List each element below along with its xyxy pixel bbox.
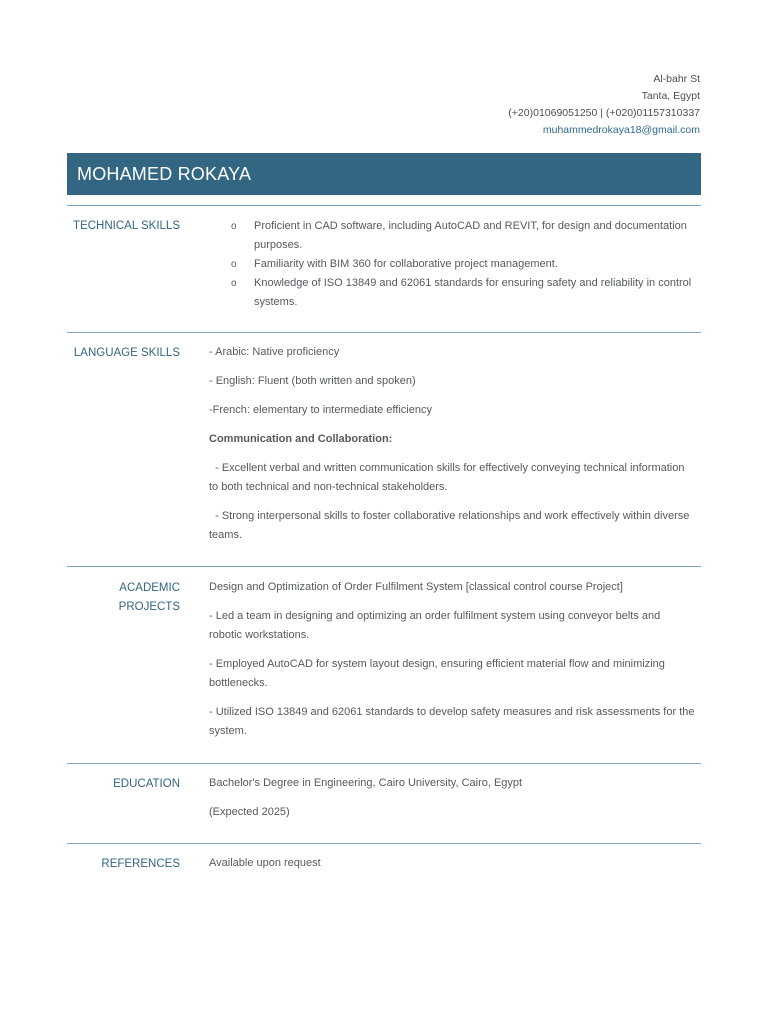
list-item: o Familiarity with BIM 360 for collaborative project management. — [209, 255, 695, 274]
candidate-name: MOHAMED ROKAYA — [77, 164, 252, 184]
references-body — [209, 854, 695, 883]
section-references — [67, 843, 701, 904]
list-item: o Proficient in CAD software, including AutoCAD and REVIT, for design and documentation purposes. — [209, 217, 695, 255]
education-degree: Bachelor's Degree in Engineering, Cairo University, Cairo, Egypt — [209, 777, 523, 789]
name-banner — [67, 153, 701, 195]
hollow-bullet-icon: o — [231, 259, 237, 270]
section-technical-skills — [67, 205, 701, 333]
project-title: Design and Optimization of Order Fulfilment System [classical control course Project] — [209, 581, 623, 593]
project-point-1: - Led a team in designing and optimizing an order fulfilment system using conveyor belts and robotic workstations. — [209, 610, 661, 641]
references-text: Available upon request — [209, 857, 321, 869]
section-title-line: ACADEMIC — [119, 582, 180, 594]
education-body — [209, 774, 695, 832]
section-academic-projects — [67, 566, 701, 764]
language-arabic: - Arabic: Native proficiency — [209, 346, 340, 358]
section-title-education: EDUCATION — [113, 778, 180, 790]
technical-skills-list — [209, 217, 695, 312]
contact-block — [508, 71, 700, 139]
hollow-bullet-icon: o — [231, 278, 237, 289]
project-point-3: - Utilized ISO 13849 and 62061 standards to develop safety measures and risk assessments for the system. — [209, 706, 695, 737]
section-education — [67, 763, 701, 844]
section-title-technical-skills: TECHNICAL SKILLS — [73, 220, 180, 232]
contact-email-link[interactable]: muhammedrokaya18@gmail.com — [542, 124, 700, 136]
communication-point-2: - Strong interpersonal skills to foster collaborative relationships and work effectively within diverse teams. — [209, 510, 693, 541]
contact-phones: (+20)01069051250 | (+020)01157310337 — [508, 107, 700, 119]
language-french: -French: elementary to intermediate efficiency — [209, 404, 432, 416]
communication-heading: Communication and Collaboration: — [209, 433, 393, 445]
section-title-line: PROJECTS — [118, 601, 180, 613]
section-title-academic-projects — [67, 579, 180, 617]
language-english: - English: Fluent (both written and spoken) — [209, 375, 416, 387]
communication-point-1: - Excellent verbal and written communication skills for effectively conveying technical information to both technical and non-technical stakeholders. — [209, 462, 688, 493]
section-title-references: REFERENCES — [101, 858, 180, 870]
section-language-skills — [67, 332, 701, 567]
contact-street: Al-bahr St — [653, 73, 700, 85]
section-title-language-skills: LANGUAGE SKILLS — [73, 347, 180, 359]
education-expected: (Expected 2025) — [209, 806, 290, 818]
contact-city: Tanta, Egypt — [641, 90, 700, 102]
academic-projects-body — [209, 578, 695, 751]
project-point-2: - Employed AutoCAD for system layout design, ensuring efficient material flow and minimizing bottlenecks. — [209, 658, 665, 689]
list-item: o Knowledge of ISO 13849 and 62061 standards for ensuring safety and reliability in control systems. — [209, 274, 695, 312]
technical-skills-body — [209, 217, 695, 312]
language-skills-body — [209, 343, 695, 555]
hollow-bullet-icon: o — [231, 221, 237, 232]
